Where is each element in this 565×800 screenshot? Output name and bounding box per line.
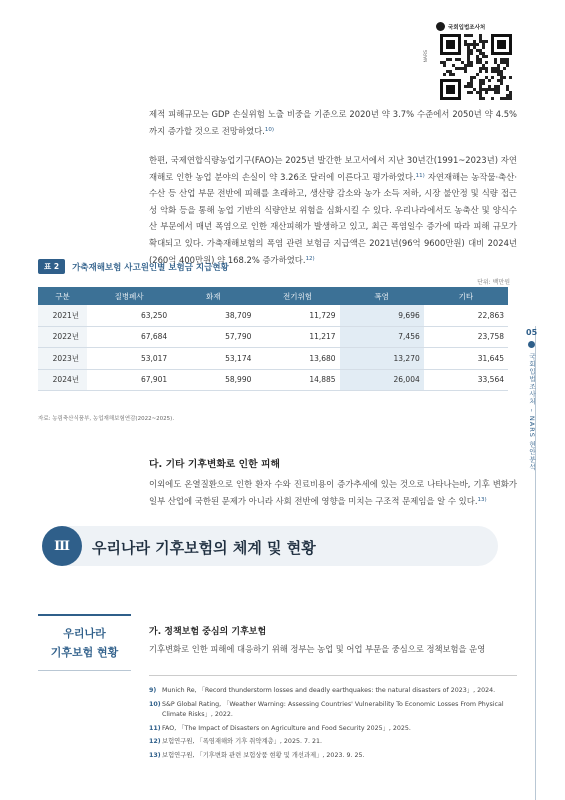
table-cell: 57,790 bbox=[171, 326, 255, 348]
table-cell: 2022년 bbox=[38, 326, 87, 348]
paragraph-1 bbox=[149, 106, 517, 139]
paragraph-2 bbox=[149, 152, 517, 268]
table-cell: 13,270 bbox=[340, 348, 424, 370]
table-cell: 23,758 bbox=[424, 326, 508, 348]
paragraph-2-text: 한편, 국제연합식량농업기구(FAO)는 2025년 발간한 보고서에서 지난 30년간(1991~2023년) 자연재해로 인한 농업 분야의 손실이 약 3.26조 달러에 이른다고 평가하였다. bbox=[149, 155, 517, 182]
table-caption bbox=[38, 259, 229, 274]
insurance-payout-table bbox=[38, 287, 508, 391]
section-da-text: 이외에도 온열질환으로 인한 환자 수와 진료비용이 증가추세에 있는 것으로 나타나는바, 기후 변화가 일부 산업에 국한된 문제가 아니라 사회 전반에 영향을 미치는 구조적 문제임을 알 수 있다. bbox=[149, 479, 517, 506]
chapter-title: 우리나라 기후보험의 체계 및 현황 bbox=[92, 539, 316, 557]
qr-label-text: 국회입법조사처 bbox=[448, 24, 486, 31]
table-cell: 11,729 bbox=[255, 305, 339, 326]
col-header: 질병폐사 bbox=[87, 287, 171, 305]
footnote-text: S&P Global Rating, 「Weather Warning: Assessing Countries' Vulnerability To Economic Losses From Physical Climate Risks」, 2022. bbox=[162, 700, 504, 718]
side-running-title: 국회입법조사처 – NARS 현안분석 bbox=[528, 353, 536, 471]
table-row bbox=[38, 348, 508, 370]
table-cell: 53,017 bbox=[87, 348, 171, 370]
section-heading-da: 다. 기타 기후변화로 인한 피해 bbox=[149, 459, 280, 470]
table-cell: 2024년 bbox=[38, 369, 87, 391]
table-cell: 67,901 bbox=[87, 369, 171, 391]
table-cell: 33,564 bbox=[424, 369, 508, 391]
footnote-item bbox=[149, 724, 521, 735]
footnote-ref-10[interactable]: 10) bbox=[264, 126, 274, 133]
table-cell: 31,645 bbox=[424, 348, 508, 370]
side-heading bbox=[38, 624, 131, 662]
footnote-text: FAO, 「The Impact of Disasters on Agriculture and Food Security 2025」, 2025. bbox=[162, 724, 411, 732]
chapter-number-badge bbox=[42, 526, 82, 566]
footnote-number: 12) bbox=[149, 738, 161, 745]
table-cell: 26,004 bbox=[340, 369, 424, 391]
table-cell: 2021년 bbox=[38, 305, 87, 326]
col-header: 전기위험 bbox=[255, 287, 339, 305]
footnote-divider bbox=[149, 675, 517, 676]
table-row bbox=[38, 326, 508, 348]
table-cell: 2023년 bbox=[38, 348, 87, 370]
table-cell: 13,680 bbox=[255, 348, 339, 370]
footnote-text: 보험연구원, 「폭염재해와 기후 취약계층」, 2025. 7. 21. bbox=[162, 738, 322, 745]
footnote-text: 보험연구원, 「기후변화 관련 보험상품 현황 및 개선과제」, 2023. 9. 25. bbox=[162, 751, 365, 759]
footnote-ref-12[interactable]: 12) bbox=[305, 255, 315, 262]
footnote-number: 11) bbox=[149, 724, 161, 732]
footnote-number: 13) bbox=[149, 751, 161, 759]
table-cell: 22,863 bbox=[424, 305, 508, 326]
paragraph-1-text: 제적 피해규모는 GDP 손실위험 노출 비중을 기준으로 2020년 약 3.7% 수준에서 2050년 약 4.5%까지 증가할 것으로 전망하였다. bbox=[149, 109, 517, 136]
side-dot-icon bbox=[528, 341, 535, 348]
table-unit: 단위: 백만원 bbox=[477, 279, 510, 286]
table-header-row bbox=[38, 287, 508, 305]
page-number: 05 bbox=[526, 328, 538, 337]
footnote-item bbox=[149, 751, 521, 762]
col-header: 화재 bbox=[171, 287, 255, 305]
table-cell: 58,990 bbox=[171, 369, 255, 391]
side-heading-line2: 기후보험 현황 bbox=[50, 646, 119, 659]
nars-logo-icon bbox=[436, 22, 445, 31]
col-header: 기타 bbox=[424, 287, 508, 305]
side-heading-line1: 우리나라 bbox=[63, 627, 106, 640]
table-badge: 표 2 bbox=[38, 259, 65, 274]
footnote-item bbox=[149, 700, 521, 721]
section-heading-ga: 가. 정책보험 중심의 기후보험 bbox=[149, 627, 267, 637]
qr-side-text: NARS bbox=[424, 50, 429, 63]
chapter-numeral: Ⅲ bbox=[54, 538, 70, 554]
qr-label bbox=[436, 22, 485, 31]
table-title: 가축재해보험 사고원인별 보험금 지급현황 bbox=[72, 262, 229, 273]
table-cell: 9,696 bbox=[340, 305, 424, 326]
table-cell: 67,684 bbox=[87, 326, 171, 348]
footnote-item bbox=[149, 737, 521, 748]
table-row bbox=[38, 369, 508, 391]
table-source: 자료: 농림축산식품부, 농업재해보험연감(2022~2025). bbox=[38, 416, 175, 422]
footnote-ref-13[interactable]: 13) bbox=[477, 496, 487, 503]
table-cell: 53,174 bbox=[171, 348, 255, 370]
section-ga-text: 기후변화로 인한 피해에 대응하기 위해 정부는 농업 및 어업 부문을 중심으로 정책보험을 운영 bbox=[149, 644, 486, 654]
footnote-text: Munich Re, 「Record thunderstorm losses and deadly earthquakes: the natural disasters of 2023」, 2024. bbox=[162, 687, 496, 694]
section-da-paragraph bbox=[149, 476, 517, 509]
footnote-ref-11[interactable]: 11) bbox=[415, 172, 425, 179]
col-header: 구분 bbox=[38, 287, 87, 305]
footnote-item bbox=[149, 686, 521, 697]
qr-code-icon bbox=[440, 34, 512, 100]
table-cell: 14,885 bbox=[255, 369, 339, 391]
table-cell: 11,217 bbox=[255, 326, 339, 348]
footnotes bbox=[149, 686, 521, 764]
table-cell: 7,456 bbox=[340, 326, 424, 348]
col-header: 폭염 bbox=[340, 287, 424, 305]
table-cell: 38,709 bbox=[171, 305, 255, 326]
footnote-number: 10) bbox=[149, 700, 161, 708]
table-cell: 63,250 bbox=[87, 305, 171, 326]
paragraph-2-text-cont: 자연재해는 농작물·축산·수산 등 산업 부문 전반에 피해를 초래하고, 생산량 감소와 농가 소득 저하, 시장 불안정 및 식량 접근성 악화 등을 통해 농업 기반의 식량안보 위험을 심화시킬 수 있다. 우리나라에서도 농축산 및 양식수산 부문에서 매년 폭염으로 인한 재산피해가 발생하고 있고, 최근 폭염일수 증가에 따라 피해 규모가 확대되고 있다. 가축재해보험의 폭염 관련 보험금 지급액은 2021년(96억 9600만원) 대비 2024년(260억 400만원) 약 168.2% 증가하였다. bbox=[149, 171, 517, 265]
footnote-number: 9) bbox=[149, 687, 157, 694]
table-row bbox=[38, 305, 508, 326]
